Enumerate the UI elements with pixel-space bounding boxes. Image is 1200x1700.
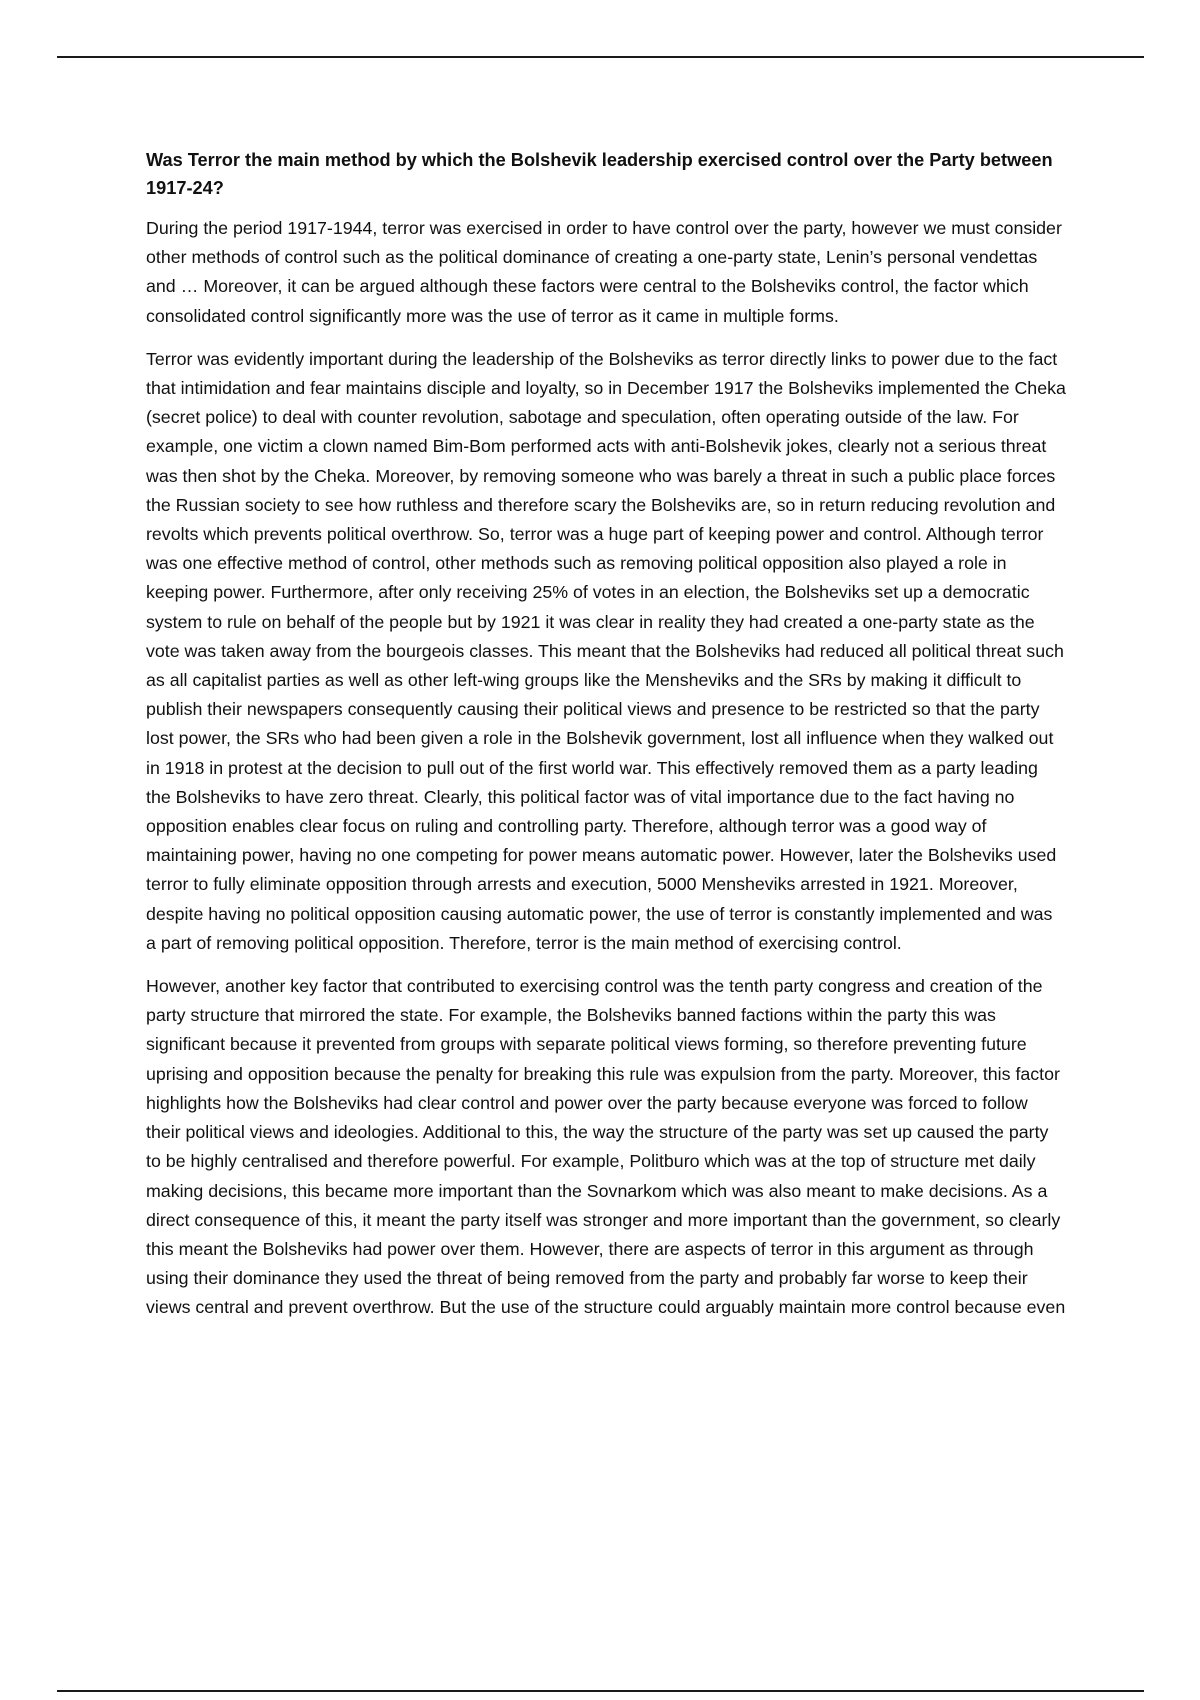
document-title: Was Terror the main method by which the Bolshevik leadership exercised control over the Party between 1917-24? [146, 150, 1053, 198]
paragraph-party-structure: However, another key factor that contributed to exercising control was the tenth party congress and creation of the party structure that mirrored the state. For example, the Bolsheviks banned factions within the party this was significant because it prevented from groups with separate political views forming, so therefore preventing future uprising and opposition because the penalty for breaking this rule was expulsion from the party. Moreover, this factor highlights how the Bolsheviks had clear control and power over the party because everyone was forced to follow their political views and ideologies. Additional to this, the way the structure of the party was set up caused the party to be highly centralised and therefore powerful. For example, Politburo which was at the top of structure met daily making decisions, this became more important than the Sovnarkom which was also meant to make decisions. As a direct consequence of this, it meant the party itself was stronger and more important than the government, so clearly this meant the Bolsheviks had power over them. However, there are aspects of terror in this argument as through using their dominance they used the threat of being removed from the party and probably far worse to keep their views central and prevent overthrow. But the use of the structure could arguably maintain more control because even [146, 976, 1066, 1318]
paragraph-introduction: During the period 1917-1944, terror was exercised in order to have control over the party, however we must consider other methods of control such as the political dominance of creating a one-party state, Lenin’s personal vendettas and … Moreover, it can be argued although these factors were central to the Bolsheviks control, the factor which consolidated control significantly more was the use of terror as it came in multiple forms. [146, 218, 1062, 326]
bottom-rule [57, 1690, 1144, 1692]
top-rule [57, 56, 1144, 58]
paragraph-terror: Terror was evidently important during the leadership of the Bolsheviks as terror directly links to power due to the fact that intimidation and fear maintains disciple and loyalty, so in December 1917 the Bolsheviks implemented the Cheka (secret police) to deal with counter revolution, sabotage and speculation, often operating outside of the law. For example, one victim a clown named Bim-Bom performed acts with anti-Bolshevik jokes, clearly not a serious threat was then shot by the Cheka. Moreover, by removing someone who was barely a threat in such a public place forces the Russian society to see how ruthless and therefore scary the Bolsheviks are, so in return reducing revolution and revolts which prevents political overthrow. So, terror was a huge part of keeping power and control. Although terror was one effective method of control, other methods such as removing political opposition also played a role in keeping power. Furthermore, after only receiving 25% of votes in an election, the Bolsheviks set up a democratic system to rule on behalf of the people but by 1921 it was clear in reality they had created a one-party state as the vote was taken away from the bourgeois classes. This meant that the Bolsheviks had reduced all political threat such as all capitalist parties as well as other left-wing groups like the Mensheviks and the SRs by making it difficult to publish their newspapers consequently causing their political views and presence to be restricted so that the party lost power, the SRs who had been given a role in the Bolshevik government, lost all influence when they walked out in 1918 in protest at the decision to pull out of the first world war. This effectively removed them as a party leading the Bolsheviks to have zero threat. Clearly, this political factor was of vital importance due to the fact having no opposition enables clear focus on ruling and controlling party. Therefore, although terror was a good way of maintaining power, having no one competing for power means automatic power. However, later the Bolsheviks used terror to fully eliminate opposition through arrests and execution, 5000 Mensheviks arrested in 1921. Moreover, despite having no political opposition causing automatic power, the use of terror is constantly implemented and was a part of removing political opposition. Therefore, terror is the main method of exercising control. [146, 348, 1066, 953]
document-body [146, 146, 1066, 1337]
